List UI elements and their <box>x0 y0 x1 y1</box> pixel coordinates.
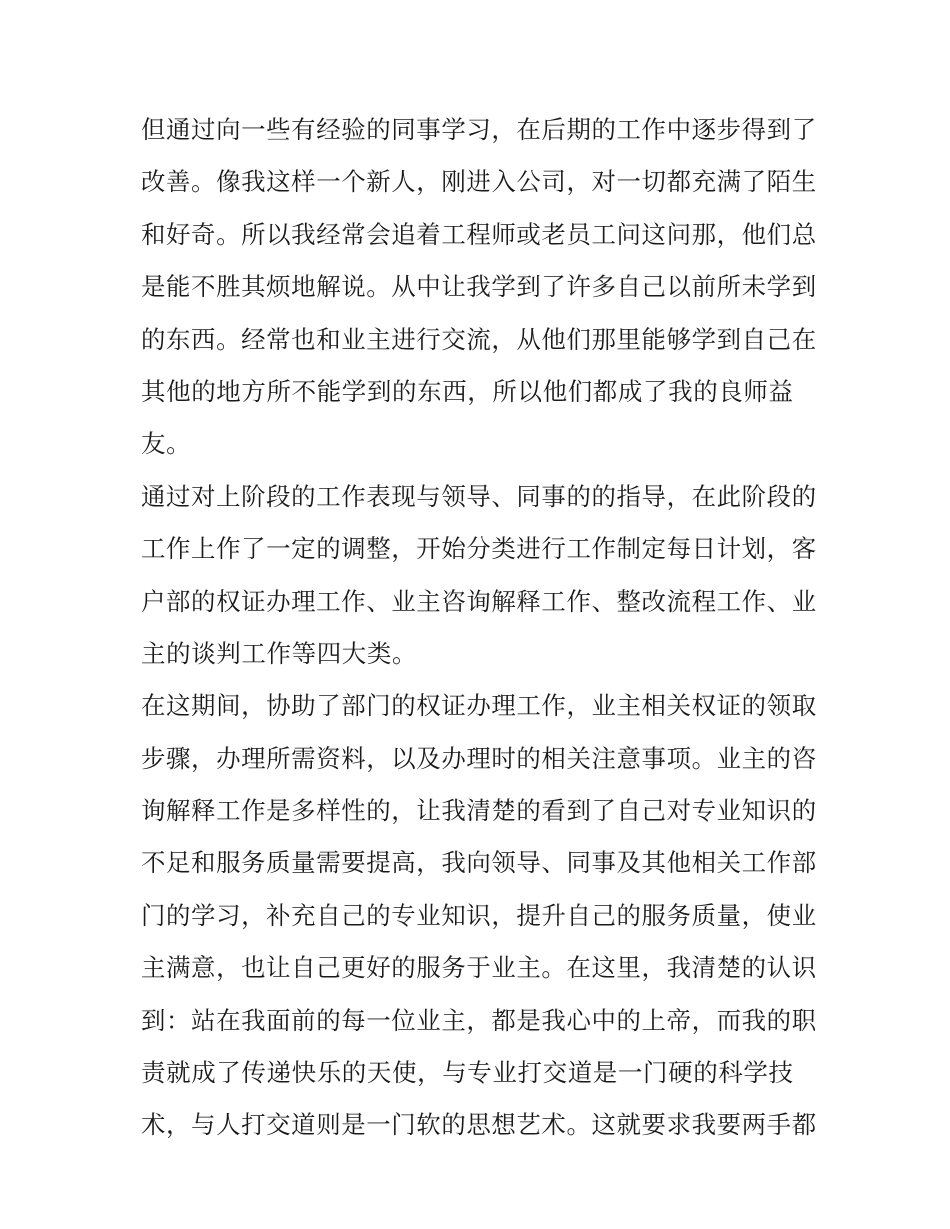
text-line: 的东西。经常也和业主进行交流，从他们那里能够学到自己在 <box>141 324 817 354</box>
text-line: 主满意，也让自己更好的服务于业主。在这里，我清楚的认识 <box>141 953 817 983</box>
text-line: 步骤，办理所需资料，以及办理时的相关注意事项。业主的咨 <box>141 743 817 773</box>
text-line: 不足和服务质量需要提高，我向领导、同事及其他相关工作部 <box>141 848 817 878</box>
body-text <box>141 104 817 1152</box>
text-line: 询解释工作是多样性的，让我清楚的看到了自己对专业知识的 <box>141 796 817 826</box>
text-line: 其他的地方所不能学到的东西，所以他们都成了我的良师益 <box>141 376 794 406</box>
text-line: 门的学习，补充自己的专业知识，提升自己的服务质量，使业 <box>141 900 817 930</box>
text-line: 通过对上阶段的工作表现与领导、同事的的指导，在此阶段的 <box>141 481 817 511</box>
text-line: 主的谈判工作等四大类。 <box>141 638 418 668</box>
text-line: 工作上作了一定的调整，开始分类进行工作制定每日计划，客 <box>141 534 817 564</box>
text-line: 是能不胜其烦地解说。从中让我学到了许多自己以前所未学到 <box>141 272 817 302</box>
text-line: 友。 <box>141 429 192 459</box>
text-line: 和好奇。所以我经常会追着工程师或老员工问这问那，他们总 <box>141 219 817 249</box>
text-line: 在这期间，协助了部门的权证办理工作，业主相关权证的领取 <box>141 691 817 721</box>
text-line: 改善。像我这样一个新人，刚进入公司，对一切都充满了陌生 <box>141 167 817 197</box>
text-line: 但通过向一些有经验的同事学习，在后期的工作中逐步得到了 <box>141 115 817 144</box>
text-line: 到：站在我面前的每一位业主，都是我心中的上帝，而我的职 <box>141 1005 817 1035</box>
text-line: 户部的权证办理工作、业主咨询解释工作、整改流程工作、业 <box>141 586 817 616</box>
text-line: 责就成了传递快乐的天使，与专业打交道是一门硬的科学技 <box>141 1058 794 1088</box>
text-line: 术，与人打交道则是一门软的思想艺术。这就要求我要两手都 <box>141 1110 817 1140</box>
